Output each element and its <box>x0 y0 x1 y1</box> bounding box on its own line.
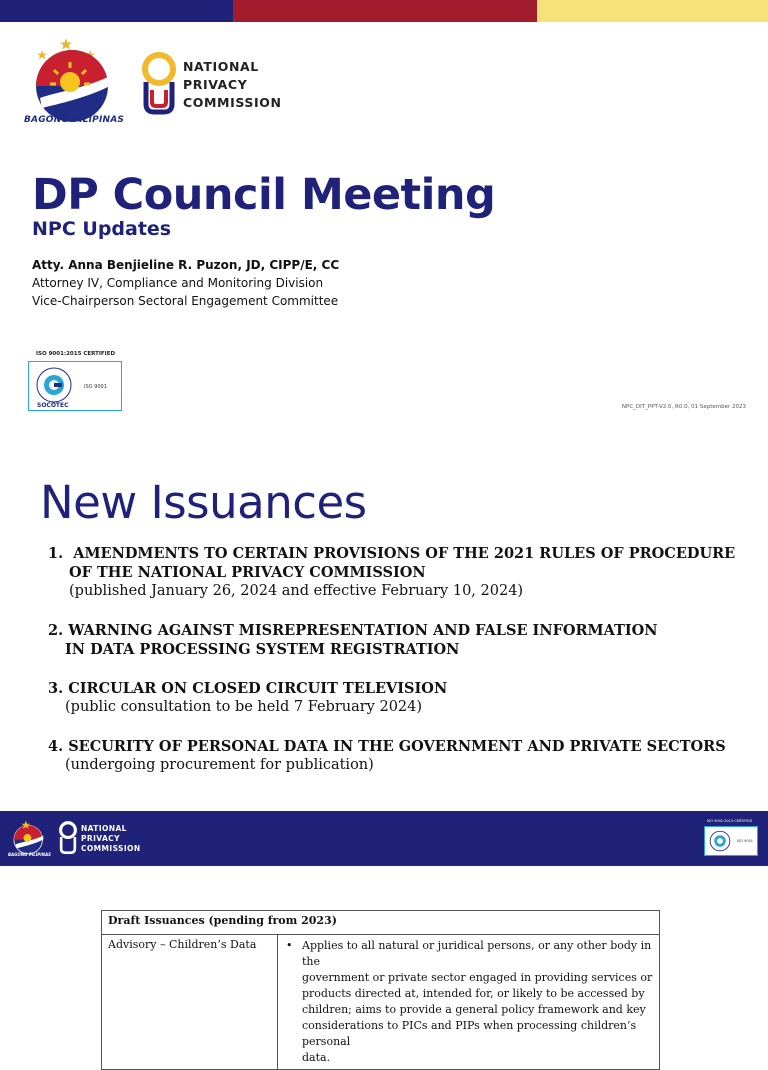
certifier-label: SOCOTEC <box>37 402 69 409</box>
table-row <box>102 935 660 1070</box>
bagong-pilipinas-label: BAGONG PILIPINAS <box>24 115 125 125</box>
slide-footer-bar <box>0 811 768 866</box>
presenter-block <box>32 256 339 310</box>
issuance-heading-text: WARNING AGAINST MISREPRESENTATION AND FALSE INFORMATION <box>68 622 658 639</box>
issuance-number: 2. <box>48 622 64 639</box>
npc-line-3: COMMISSION <box>183 95 282 110</box>
document-code: NPC_DIT_PPT-V2.0, R0.0, 01 September 2023 <box>621 404 746 410</box>
npc-wordmark <box>81 824 141 854</box>
description-line: products directed at, intended for, or likely to be accessed by <box>302 987 645 1000</box>
description-line: considerations to PICs and PIPs when processing children’s personal <box>302 1019 637 1048</box>
issuance-status: (public consultation to be held 7 February 2024) <box>65 699 423 715</box>
issuance-item <box>48 544 748 601</box>
socotec-seal-icon <box>709 830 731 852</box>
draft-issuances-table <box>101 910 660 1070</box>
issuance-item <box>48 737 748 775</box>
description-line: data. <box>302 1051 331 1064</box>
npc-line-1: NATIONAL <box>183 59 259 74</box>
issuance-heading-line <box>48 621 748 640</box>
issuance-status: (published January 26, 2024 and effective February 10, 2024) <box>69 583 524 599</box>
issuance-type-cell: Advisory – Children’s Data <box>102 935 278 1070</box>
npc-line-3: COMMISSION <box>81 844 141 853</box>
socotec-seal-icon <box>35 366 73 404</box>
issuance-heading-text: CIRCULAR ON CLOSED CIRCUIT TELEVISION <box>68 680 448 697</box>
presenter-position: Attorney IV, Compliance and Monitoring Division <box>32 276 324 290</box>
npc-keyhole-logo <box>140 52 178 116</box>
npc-line-2: PRIVACY <box>183 77 248 92</box>
npc-line-1: NATIONAL <box>81 824 127 833</box>
iso-standard-label: ISO 9001 <box>84 384 107 390</box>
bagong-pilipinas-label: BAGONG PILIPINAS <box>8 852 52 857</box>
top-bar-segment <box>0 0 233 22</box>
issuance-number: 4. <box>48 738 64 755</box>
issuance-description-cell <box>278 935 660 1070</box>
issuance-item <box>48 621 748 659</box>
top-bar-segment <box>233 0 537 22</box>
iso-certification-badge <box>704 826 758 856</box>
table-header-cell: Draft Issuances (pending from 2023) <box>102 911 660 935</box>
issuance-status: (undergoing procurement for publication) <box>65 757 374 773</box>
description-line: Applies to all natural or juridical persons, or any other body in the <box>302 939 652 968</box>
issuance-heading-line <box>48 737 748 756</box>
npc-line-2: PRIVACY <box>81 834 120 843</box>
iso-certified-label: ISO 9001:2015 CERTIFIED <box>707 819 753 823</box>
issuance-number: 3. <box>48 680 64 697</box>
issuance-heading-line <box>48 544 748 563</box>
iso-standard-label: ISO 9001 <box>737 839 754 843</box>
description-line: children; aims to provide a general policy framework and key <box>302 1003 646 1016</box>
issuance-heading-text: AMENDMENTS TO CERTAIN PROVISIONS OF THE 2021 RULES OF PROCEDURE <box>73 545 736 562</box>
presenter-name: Atty. Anna Benjieline R. Puzon, JD, CIPP/E, CC <box>32 258 340 272</box>
tricolor-top-bar <box>0 0 768 22</box>
issuance-heading-line <box>48 679 748 698</box>
issuance-heading-line: IN DATA PROCESSING SYSTEM REGISTRATION <box>65 641 460 658</box>
title-slide <box>0 0 768 428</box>
draft-issuances-slide <box>0 874 768 1064</box>
slide-title: New Issuances <box>40 476 367 529</box>
issuance-number: 1. <box>48 545 64 562</box>
description-line: government or private sector engaged in providing services or <box>302 971 653 984</box>
iso-certification-badge <box>28 361 122 411</box>
top-bar-segment <box>537 0 768 22</box>
slide-title: DP Council Meeting <box>32 170 496 220</box>
presenter-role: Vice-Chairperson Sectoral Engagement Committee <box>32 294 339 308</box>
slide-subtitle: NPC Updates <box>32 218 172 240</box>
issuance-item <box>48 679 748 717</box>
issuance-heading-line: OF THE NATIONAL PRIVACY COMMISSION <box>69 564 426 581</box>
new-issuances-slide <box>0 436 768 866</box>
iso-certified-label: ISO 9001:2015 CERTIFIED <box>36 351 116 357</box>
table-header-row <box>102 911 660 935</box>
issuance-heading-text: SECURITY OF PERSONAL DATA IN THE GOVERNMENT AND PRIVATE SECTORS <box>68 738 726 755</box>
bullet-marker: • <box>286 939 293 952</box>
npc-keyhole-logo <box>58 821 78 855</box>
npc-wordmark <box>183 58 282 112</box>
